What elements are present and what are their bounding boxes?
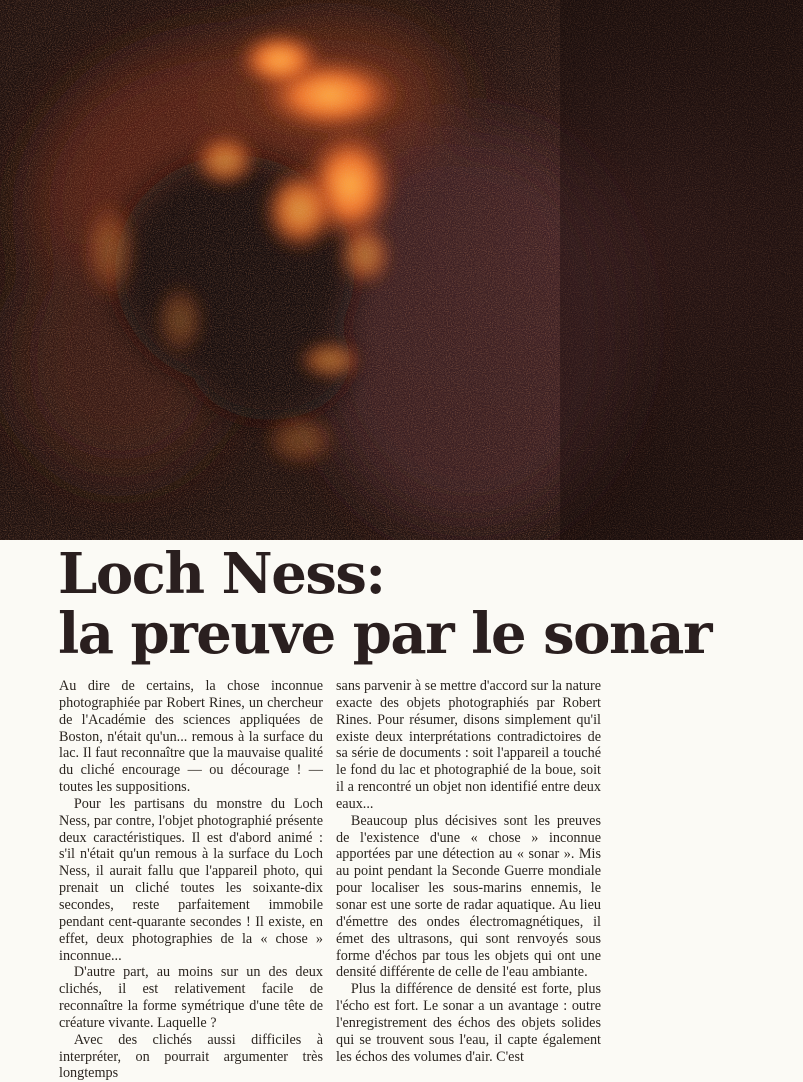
photo-image (0, 0, 803, 540)
underwater-photograph (0, 0, 803, 540)
article-column-right (336, 678, 601, 1065)
paragraph: Beaucoup plus décisives sont les preuves de l'existence d'une « chose » inconnue apportées par une détection au « sonar ». Mis au point pendant la Seconde Guerre mondiale pour localiser les sous-marins ennemis, le sonar est une sorte de radar aquatique. Au lieu d'émettre des ondes électromagnétiques, il émet des ultrasons, qui sont renvoyés sous forme d'échos par tous les objets qui ont une densité différente de celle de l'eau ambiante. (336, 812, 601, 981)
paragraph: Au dire de certains, la chose inconnue photographiée par Robert Rines, un chercheur de l'Académie des sciences appliquées de Boston, n'était qu'un... remous à la surface du lac. Il faut reconnaître que la mauvaise qualité du cliché encourage — ou décourage ! — toutes les suppositions. (59, 678, 323, 796)
paragraph: Plus la différence de densité est forte, plus l'écho est fort. Le sonar a un avantage : outre l'enregistrement des échos des objets solides qui se trouvent sous l'eau, il capte également les échos des volumes d'air. C'est (336, 981, 601, 1065)
article-title (58, 541, 758, 667)
article-title-line-2: la preuve par le sonar (58, 601, 711, 667)
article-column-left (59, 678, 323, 1082)
article-title-line-1: Loch Ness: (58, 541, 385, 607)
paragraph: Pour les partisans du monstre du Loch Ness, par contre, l'objet photographié présente deux caractéristiques. Il est d'abord animé : s'il n'était qu'un remous à la surface du Loch Ness, il aurait fallu que l'appareil photo, qui prenait un cliché toutes les soixante-dix secondes, reste parfaitement immobile pendant cent-quarante secondes ! Il existe, en effet, deux photographies de la « chose » inconnue... (59, 795, 323, 964)
paragraph: D'autre part, au moins sur un des deux clichés, il est relativement facile de reconnaître la forme symétrique d'une tête de créature vivante. Laquelle ? (59, 964, 323, 1031)
paragraph: sans parvenir à se mettre d'accord sur la nature exacte des objets photographiés par Robert Rines. Pour résumer, disons simplement qu'il existe deux interprétations contradictoires de sa série de documents : soit l'appareil a touché le fond du lac et photographié de la boue, soit il a rencontré un objet non identifié entre deux eaux... (336, 678, 601, 812)
paragraph: Avec des clichés aussi difficiles à interpréter, on pourrait argumenter très longtemps (59, 1031, 323, 1082)
